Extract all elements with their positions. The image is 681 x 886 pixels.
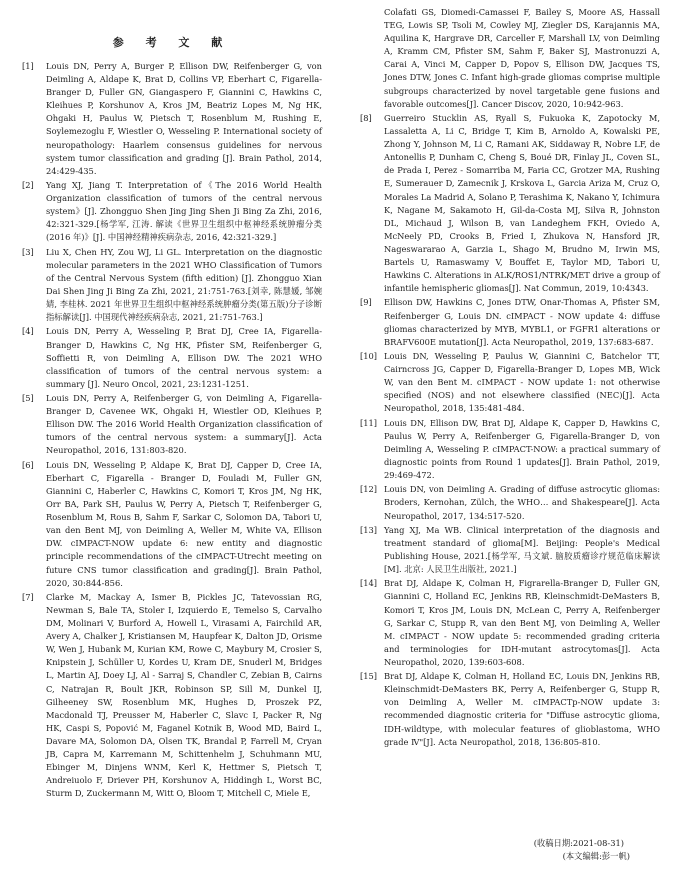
reference-text: Ellison DW, Hawkins C, Jones DTW, Onar-Thomas A, Pfister SM, Reifenberger G, Louis DN. cIMPACT - NOW update 4: diffuse gliomas characterized by MYB, MYBL1, or FGFR1 alterations or BRAFV600E mutation[J]. Acta Neuropathol, 2019, 137:683-687. <box>384 297 660 347</box>
reference-entry <box>360 524 660 576</box>
reference-number: [5] <box>22 393 34 404</box>
reference-entry <box>22 179 322 244</box>
right-column <box>360 6 660 750</box>
reference-text: Yang XJ, Jiang T. Interpretation of《The 2016 World Health Organization classification of tumors of the central nervous system》[J]. Zhongguo Shen Jing Jing Shen Ji Bing Za Zhi, 2016, 42:321-329.[杨学军, 江涛. 解读《世界卫生组织中枢神经系统肿瘤分类(2016 年)》[J]. 中国神经精神疾病杂志, 2016, 42:321-329.] <box>46 180 322 243</box>
reference-entry <box>360 6 660 111</box>
reference-text: Colafati GS, Diomedi-Camassei F, Bailey S, Moore AS, Hassall TEG, Lowis SP, Tsoli M, Cowley MJ, Ziegler DS, Karajannis MA, Aquilina K, Hargrave DR, Carceller F, Marshall LV, von Deimling A, Kramm CM, Pfister SM, Sahm F, Baker SJ, Mastronuzzi A, Carai A, Vinci M, Capper D, Popov S, Ellison DW, Jacques TS, Jones DTW, Jones C. Infant high-grade gliomas comprise multiple subgroups characterized by novel targetable gene fusions and favorable outcomes[J]. Cancer Discov, 2020, 10:942-963. <box>384 7 660 109</box>
reference-number: [15] <box>360 671 378 682</box>
reference-entry <box>22 392 322 457</box>
reference-text: Louis DN, Perry A, Burger P, Ellison DW, Reifenberger G, von Deimling A, Aldape K, Brat D, Collins VP, Eberhart C, Figarella-Branger D, Fuller GN, Giangaspero F, Giannini C, Hawkins C, Kleihues P, Korshunov A, Kros JM, Beatriz Lopes M, Ng HK, Ohgaki H, Paulus W, Pietsch T, Rosenblum M, Rushing E, Soylemezoglu F, Wiestler O, Wesseling P. International society of neuropathology: Haarlem consensus guidelines for nervous system tumor classification and grading [J]. Brain Pathol, 2014, 24:429-435. <box>46 61 322 176</box>
footer-notes <box>360 837 660 863</box>
reference-entry <box>360 350 660 415</box>
reference-text: Yang XJ, Ma WB. Clinical interpretation of the diagnosis and treatment standard of glioma[M]. Beijing: People's Medical Publishing House, 2021.[杨学军, 马文斌. 脑胶质瘤诊疗规范临床解读[M]. 北京: 人民卫生出版社, 2021.] <box>384 524 660 575</box>
reference-number: [12] <box>360 484 378 495</box>
reference-text: Louis DN, Wesseling P, Aldape K, Brat DJ, Capper D, Cree IA, Eberhart C, Figarella - Branger D, Fouladi M, Fuller GN, Giannini C, Haberler C, Hawkins C, Komori T, Kros JM, Ng HK, Orr BA, Park SH, Paulus W, Perry A, Pietsch T, Reifenberger G, Rosenblum M, Rous B, Sahm F, Sarkar C, Solomon DA, Tabori U, van den Bent MJ, von Deimling A, Weller M, White VA, Ellison DW. cIMPACT-NOW update 6: new entity and diagnostic principle recommendations of the cIMPACT-Utrecht meeting on future CNS tumor classification and grading[J]. Brain Pathol, 2020, 30:844-856. <box>46 459 322 588</box>
reference-entry <box>22 246 322 325</box>
reference-number: [13] <box>360 524 378 535</box>
reference-number: [2] <box>22 180 34 191</box>
reference-text: Clarke M, Mackay A, Ismer B, Pickles JC, Tatevossian RG, Newman S, Bale TA, Stoler I, Izquierdo E, Temelso S, Carvalho DM, Molinari V, Burford A, Howell L, Virasami A, Fairchild AR, Avery A, Chalker J, Kristiansen M, Haupfear K, Dalton JD, Orisme W, Wen J, Hubank M, Kurian KM, Rowe C, Maybury M, Crosier S, Knipstein J, Schüller U, Kordes U, Kram DE, Snuderl M, Bridges L, Martin AJ, Doey LJ, Al - Sarraj S, Chandler C, Zebian B, Cairns C, Natrajan R, Boult JKR, Robinson SP, Sill M, Dunkel IJ, Gilheeney SW, Rosenblum MK, Hughes D, Proszek PZ, Macdonald TJ, Preusser M, Haberler C, Slavc I, Packer R, Ng HK, Caspi S, Popović M, Faganel Kotnik B, Wood MD, Baird L, Davare MA, Solomon DA, Olsen TK, Brandal P, Farrell M, Cryan JB, Capra M, Karremann M, Schittenhelm J, Schuhmann MU, Ebinger M, Dinjens WNM, Kerl K, Hettmer S, Pietsch T, Andreiuolo F, Driever PH, Korshunov A, Hiddingh L, Worst BC, Sturm D, Zuckermann M, Witt O, Bloom T, Mitchell C, Miele E, <box>46 591 322 799</box>
references-heading: 参 考 文 献 <box>112 36 232 49</box>
reference-entry <box>22 325 322 390</box>
reference-number: [1] <box>22 61 34 71</box>
reference-text: Louis DN, Perry A, Wesseling P, Brat DJ, Cree IA, Figarella-Branger D, Hawkins C, Ng HK, Pfister SM, Reifenberger G, Soffietti R, von Deimling A, Ellison DW. The 2021 WHO classification of tumors of the central nervous system: a summary [J]. Neuro Oncol, 2021, 23:1231-1251. <box>46 326 322 389</box>
reference-number: [9] <box>360 297 372 308</box>
reference-number: [10] <box>360 351 378 361</box>
reference-text: Guerreiro Stucklin AS, Ryall S, Fukuoka K, Zapotocky M, Lassaletta A, Li C, Bridge T, Kim B, Arnoldo A, Kowalski PE, Zhong Y, Johnson M, Li C, Ramani AK, Siddaway R, Nobre LF, de Antonellis P, Dunham C, Cheng S, Boué DR, Finlay JL, Coven SL, de Prada I, Perez - Somarriba M, Faria CC, Grotzer MA, Rushing E, Sumerauer D, Zamecnik J, Krskova L, Garcia Ariza M, Cruz O, Morales La Madrid A, Solano P, Terashima K, Nakano Y, Ichimura K, Nagane M, Sakamoto H, Gil-da-Costa MJ, Silva R, Johnston DL, Michaud J, Wilson B, van Landeghem FKH, Oviedo A, McNeely PD, Crooks B, Fried I, Zhukova N, Hansford JR, Nageswararao A, Garzia L, Shago M, Brudno M, Irwin MS, Bartels U, Ramaswamy V, Bouffet E, Taylor MD, Tabori U, Hawkins C. Alterations in ALK/ROS1/NTRK/MET drive a group of infantile hemispheric gliomas[J]. Nat Commun, 2019, 10:4343. <box>384 112 660 294</box>
reference-text: Louis DN, Wesseling P, Paulus W, Giannini C, Batchelor TT, Cairncross JG, Capper D, Figarella-Branger D, Lopes MB, Wick W, van den Bent M. cIMPACT - NOW update 1: not otherwise specified (NOS) and not elsewhere classified (NEC)[J]. Acta Neuropathol, 2018, 135:481-484. <box>384 351 660 414</box>
left-column <box>22 6 322 802</box>
reference-entry <box>360 112 660 295</box>
reference-text: Liu X, Chen HY, Zou WJ, Li GL. Interpretation on the diagnostic molecular parameters in the 2021 WHO Classification of Tumors of the Central Nervous System (fifth edition) [J]. Zhongguo Xian Dai Shen Jing Ji Bing Za Zhi, 2021, 21:751-763.[刘幸, 陈慧媛, 邹婉婧, 李桂林. 2021 年世界卫生组织中枢神经系统肿瘤分类(第五版)分子诊断指标解读[J]. 中国现代神经疾病杂志, 2021, 21:751-763.] <box>46 246 322 323</box>
reference-number: [14] <box>360 578 378 589</box>
reference-text: Louis DN, Ellison DW, Brat DJ, Aldape K, Capper D, Hawkins C, Paulus W, Perry A, Reifenberger G, Figarella-Branger D, von Deimling A, Wesseling P. cIMPACT-NOW: a practical summary of diagnostic points from Round 1 updates[J]. Brain Pathol, 2019, 29:469-472. <box>384 417 660 481</box>
reference-entry <box>360 296 660 348</box>
reference-number: [7] <box>22 591 34 602</box>
reference-number: [6] <box>22 459 34 470</box>
reference-number: [8] <box>360 112 372 123</box>
reference-entry <box>360 483 660 522</box>
reference-text: Brat DJ, Aldape K, Colman H, Figrarella-Branger D, Fuller GN, Giannini C, Holland EC, Jenkins RB, Kleinschmidt-DeMasters B, Komori T, Kros JM, Louis DN, McLean C, Perry A, Reifenberger G, Sarkar C, Stupp R, van den Bent MJ, von Deimling A, Weller M. cIMPACT - NOW update 5: recommended grading criteria and terminologies for IDH-mutant astrocytomas[J]. Acta Neuropathol, 2020, 139:603-608. <box>384 578 660 667</box>
reference-entry <box>22 60 322 178</box>
editor-note: (本文编辑:彭一帆) <box>562 851 630 861</box>
reference-number: [11] <box>360 417 378 428</box>
reference-entry <box>360 670 660 749</box>
reference-entry <box>360 417 660 482</box>
reference-text: Brat DJ, Aldape K, Colman H, Holland EC, Louis DN, Jenkins RB, Kleinschmidt-DeMasters BK, Perry A, Reifenberger G, Stupp R, von Deimling A, Weller M. cIMPACTp-NOW update 3: recommended diagnostic criteria for "Diffuse astrocytic glioma, IDH-wildtype, with molecular features of glioblastoma, WHO grade Ⅳ"[J]. Acta Neuropathol, 2018, 136:805-810. <box>384 671 660 747</box>
reference-entry <box>22 459 322 590</box>
reference-number: [4] <box>22 326 34 337</box>
reference-entry <box>360 577 660 669</box>
received-date: (收稿日期:2021-08-31) <box>533 838 624 848</box>
reference-entry <box>22 591 322 801</box>
reference-number: [3] <box>22 246 34 257</box>
reference-text: Louis DN, Perry A, Reifenberger G, von Deimling A, Figarella-Branger D, Cavenee WK, Ohgaki H, Wiestler OD, Kleihues P, Ellison DW. The 2016 World Health Organization classification of tumors of the central nervous system: a summary[J]. Acta Neuropathol, 2016, 131:803-820. <box>46 393 322 456</box>
reference-text: Louis DN, von Deimling A. Grading of diffuse astrocytic gliomas: Broders, Kernohan, Zülch, the WHO… and Shakespeare[J]. Acta Neuropathol, 2017, 134:517-520. <box>384 484 660 521</box>
